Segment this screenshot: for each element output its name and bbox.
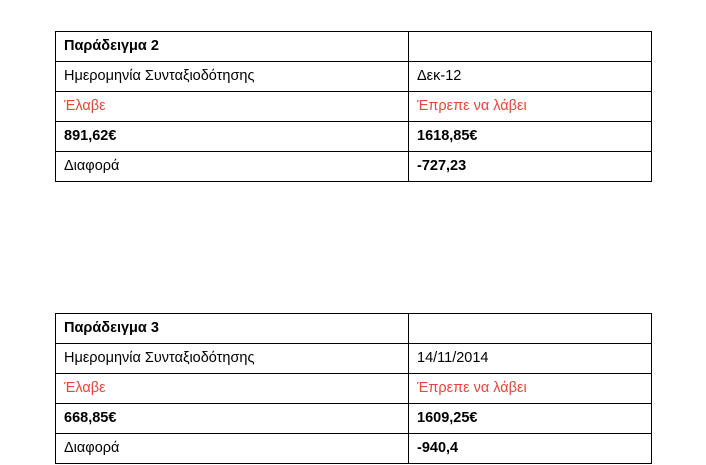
table-cell-label: Διαφορά (56, 152, 409, 182)
table-cell-value: 1618,85€ (409, 122, 652, 152)
table-cell-value: Δεκ-12 (409, 62, 652, 92)
table-cell-label: Ημερομηνία Συνταξιοδότησης (56, 62, 409, 92)
table-cell-value: 14/11/2014 (409, 344, 652, 374)
table-cell-value (409, 32, 652, 62)
table-row (56, 344, 652, 374)
table-cell-label: 668,85€ (56, 404, 409, 434)
table-row (56, 314, 652, 344)
table-cell-label: Διαφορά (56, 434, 409, 464)
table-cell-value: -940,4 (409, 434, 652, 464)
table-cell-value: Έπρεπε να λάβει (409, 92, 652, 122)
example-3-table (55, 313, 652, 464)
table-row (56, 62, 652, 92)
table-cell-label: Ημερομηνία Συνταξιοδότησης (56, 344, 409, 374)
table-cell-label: Παράδειγμα 2 (56, 32, 409, 62)
table-cell-label: Έλαβε (56, 374, 409, 404)
table-cell-label: Παράδειγμα 3 (56, 314, 409, 344)
table-row (56, 32, 652, 62)
table-cell-value: Έπρεπε να λάβει (409, 374, 652, 404)
table-row (56, 122, 652, 152)
table-row (56, 404, 652, 434)
table-row (56, 152, 652, 182)
table-cell-value: -727,23 (409, 152, 652, 182)
table-row (56, 374, 652, 404)
table-row (56, 434, 652, 464)
table-cell-value: 1609,25€ (409, 404, 652, 434)
table-cell-value (409, 314, 652, 344)
table-row (56, 92, 652, 122)
table-cell-label: 891,62€ (56, 122, 409, 152)
example-2-table (55, 31, 652, 182)
table-cell-label: Έλαβε (56, 92, 409, 122)
